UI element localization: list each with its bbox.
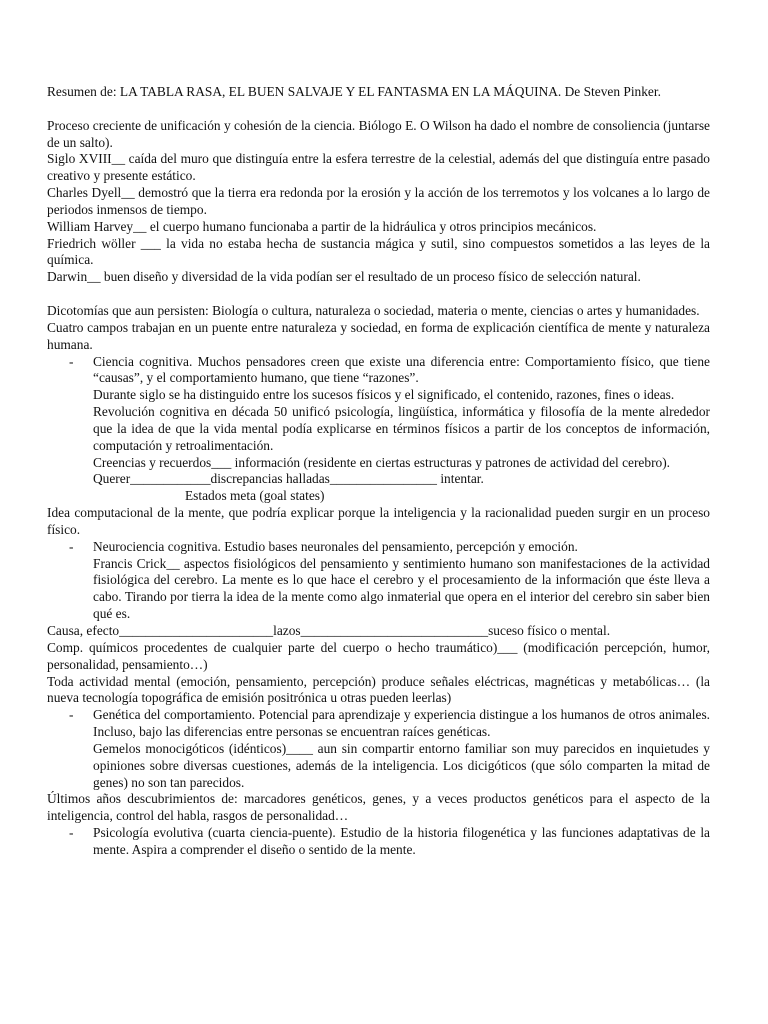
bullet-cognitive-neuroscience: [47, 539, 710, 556]
indented-paragraph: Revolución cognitiva en década 50 unificó psicología, lingüística, informática y filosofía de la mente alrededor que la idea de que la vida mental podía explicarse en términos físicos a partir de los conceptos de información, computación y retroalimentación.: [93, 404, 710, 453]
bullet-cognitive-science: [47, 354, 710, 388]
history-item: Darwin__ buen diseño y diversidad de la vida podían ser el resultado de un proceso físico de selección natural.: [47, 269, 641, 285]
intro-paragraph: Proceso creciente de unificación y cohesión de la ciencia. Biólogo E. O Wilson ha dado el nombre de consoliencia (juntarse de un salto).: [47, 117, 710, 150]
spacer: [47, 101, 710, 118]
document-title: Resumen de: LA TABLA RASA, EL BUEN SALVAJE Y EL FANTASMA EN LA MÁQUINA. De Steven Pinker.: [47, 84, 661, 99]
recent-discoveries-paragraph: Últimos años descubrimientos de: marcadores genéticos, genes, y a veces productos genéticos para el aspecto de la inteligencia, control del habla, rasgos de personalidad…: [47, 791, 710, 824]
history-item: Siglo XVIII__ caída del muro que distinguía entre la esfera terrestre de la celestial, además del que distinguía entre pasado creativo y presente estático.: [47, 151, 710, 184]
spacer: [47, 286, 710, 303]
bullet-text: Psicología evolutiva (cuarta ciencia-puente). Estudio de la historia filogenética y las funciones adaptativas de la mente. Aspira a comprender el diseño o sentido de la mente.: [93, 825, 710, 857]
computational-idea-paragraph: Idea computacional de la mente, que podría explicar porque la inteligencia y la racionalidad pueden surgir en un proceso físico.: [47, 505, 710, 537]
bullet-text: Ciencia cognitiva. Muchos pensadores creen que existe una diferencia entre: Comportamiento físico, que tiene “causas”, y el comportamiento humano, que tiene “razones”.: [93, 353, 710, 386]
goal-states-line: Estados meta (goal states): [185, 488, 325, 504]
history-item: Friedrich wöller ___ la vida no estaba hecha de sustancia mágica y sutil, sino compuestos sometidos a las leyes de la química.: [47, 235, 710, 268]
bullet-dash: -: [69, 353, 74, 369]
history-item: William Harvey__ el cuerpo humano funcionaba a partir de la hidráulica y otros principios mecánicos.: [47, 218, 597, 234]
indented-paragraph: Creencias y recuerdos___ información (residente en ciertas estructuras y patrones de actividad del cerebro).: [93, 454, 671, 470]
mental-activity-paragraph: Toda actividad mental (emoción, pensamiento, percepción) produce señales eléctricas, magnéticas y metabólicas… (la nueva tecnología topográfica de emisión positrónica u otras pueden leerlas): [47, 673, 710, 706]
document-page: [47, 84, 710, 859]
bullet-dash: -: [69, 538, 74, 554]
bullet-evolutionary-psychology: [47, 825, 710, 859]
bullet-behavioral-genetics: [47, 707, 710, 741]
history-item: Charles Dyell__ demostró que la tierra era redonda por la erosión y la acción de los terremotos y los volcanes a lo largo de periodos inmensos de tiempo.: [47, 185, 710, 217]
dichotomies-paragraph: Dicotomías que aun persisten: Biología o cultura, naturaleza o sociedad, materia o mente, ciencias o artes y humanidades.: [47, 302, 700, 318]
indented-paragraph: Querer____________discrepancias halladas________________ intentar.: [93, 471, 484, 487]
bullet-text: Genética del comportamiento. Potencial para aprendizaje y experiencia distingue a los humanos de otros animales. Incluso, bajo las diferencias entre personas se encuentran raíces genéticas.: [93, 707, 710, 740]
bullet-dash: -: [69, 707, 74, 723]
indented-paragraph: Francis Crick__ aspectos fisiológicos del pensamiento y sentimiento humano son manifestaciones de la actividad fisiológica del cerebro. La mente es lo que hace el cerebro y el procesamiento de la información que éste lleva a cabo. Tirando por tierra la idea de la mente como algo inmaterial que opera en el interior del cerebro sin saber bien qué es.: [93, 555, 710, 622]
bullet-dash: -: [69, 825, 74, 841]
cause-effect-line: Causa, efecto_______________________lazos____________________________suceso físico o mental.: [47, 623, 611, 638]
chemical-compounds-paragraph: Comp. químicos procedentes de cualquier parte del cuerpo o hecho traumático)___ (modificación percepción, humor, personalidad, pensamiento…): [47, 639, 710, 672]
indented-paragraph: Gemelos monocigóticos (idénticos)____ aun sin compartir entorno familiar son muy parecidos en inquietudes y opiniones sobre diversas cuestiones, además de la inteligencia. Los dicigóticos (que sólo comparten la mitad de genes) no son tan parecidos.: [93, 740, 710, 790]
bullet-text: Neurociencia cognitiva. Estudio bases neuronales del pensamiento, percepción y emoción.: [93, 538, 578, 554]
four-fields-paragraph: Cuatro campos trabajan en un puente entre naturaleza y sociedad, en forma de explicación científica de mente y naturaleza humana.: [47, 319, 710, 352]
indented-paragraph: Durante siglo se ha distinguido entre los sucesos físicos y el significado, el contenido, razones, fines o ideas.: [93, 387, 675, 403]
